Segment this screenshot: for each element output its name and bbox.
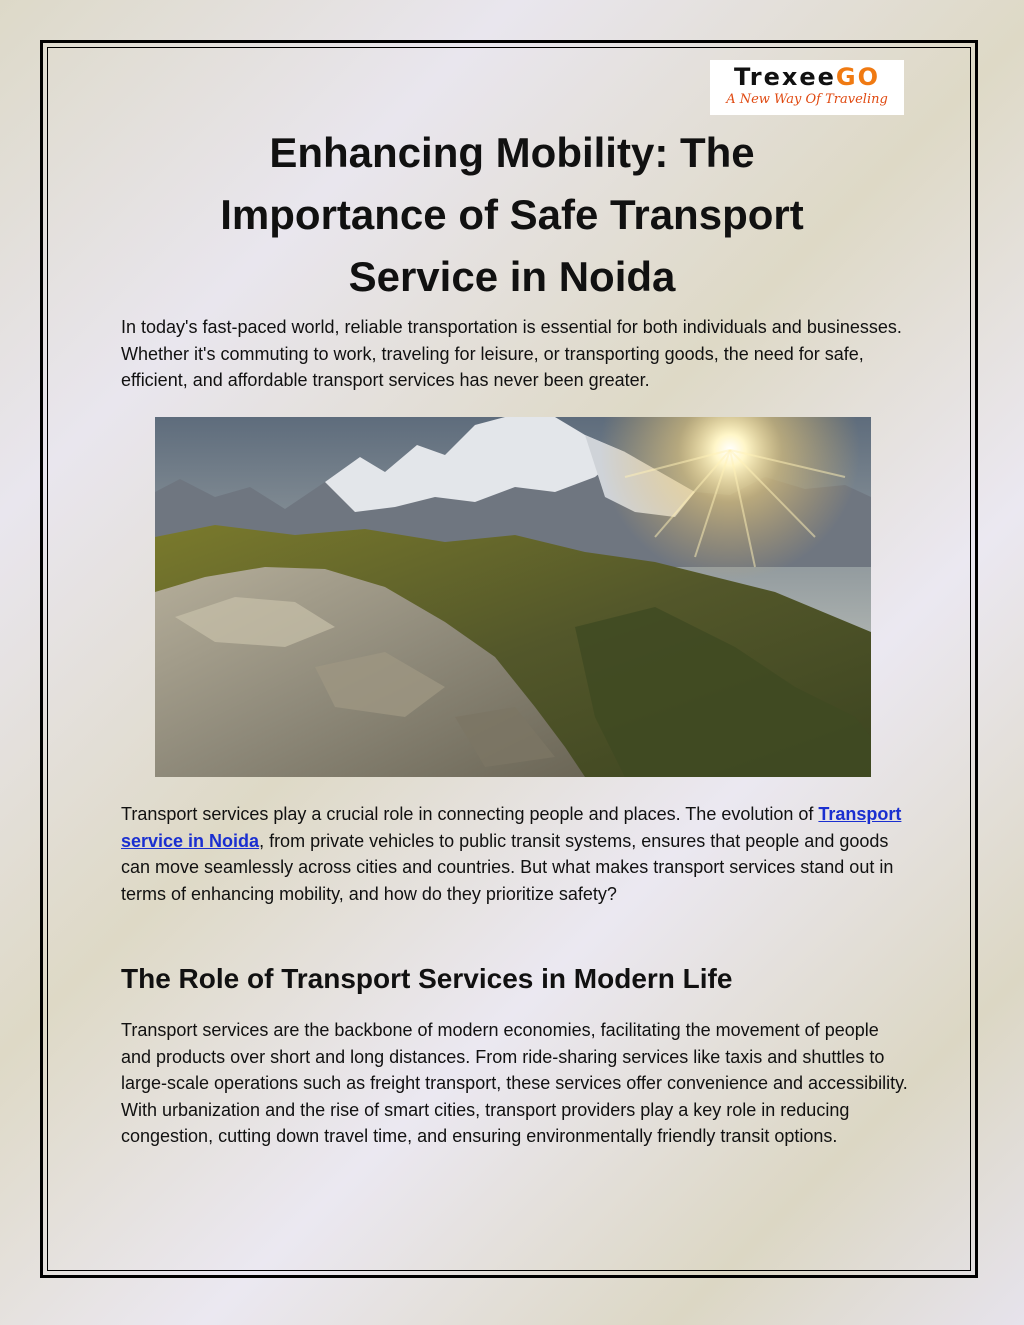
mobility-text-after-link: , from private vehicles to public transit systems, ensures that people and goods can move seamlessly across cities and countries. But what makes transport services stand out in terms of enhancing mobility, and how do they prioritize safety? [121, 830, 894, 904]
logo-brand-accent: GO [835, 63, 880, 91]
transport-service-noida-link[interactable]: Transport service in Noida [121, 804, 902, 851]
logo-wordmark [710, 62, 904, 92]
logo-tagline: A New Way Of Traveling [726, 92, 888, 107]
title-line-3: Service in Noida [348, 253, 676, 300]
logo-brand-main: Trexee [734, 63, 836, 91]
mobility-paragraph [121, 801, 911, 907]
title-line-1: Enhancing Mobility: The [269, 129, 755, 176]
role-paragraph: Transport services are the backbone of modern economies, facilitating the movement of people and products over short and long distances. From ride-sharing services like taxis and shuttles to large-scale operations such as freight transport, these services offer convenience and accessibility. With urbanization and the rise of smart cities, transport providers play a key role in reducing congestion, cutting down travel time, and ensuring environmentally friendly transit options. [121, 1020, 908, 1147]
trexeego-logo [710, 60, 904, 115]
mountain-sunrise-photo [155, 417, 871, 777]
intro-paragraph: In today's fast-paced world, reliable transportation is essential for both individuals and businesses. Whether it's commuting to work, traveling for leisure, or transporting goods, the need for safe, efficient, and affordable transport services has never been greater. [121, 317, 902, 391]
mobility-text-before-link: Transport services play a crucial role in connecting people and places. The evolution of [121, 804, 819, 824]
article-title [120, 122, 904, 308]
title-line-2: Importance of Safe Transport [220, 191, 804, 238]
section-heading: The Role of Transport Services in Modern Life [121, 963, 733, 994]
